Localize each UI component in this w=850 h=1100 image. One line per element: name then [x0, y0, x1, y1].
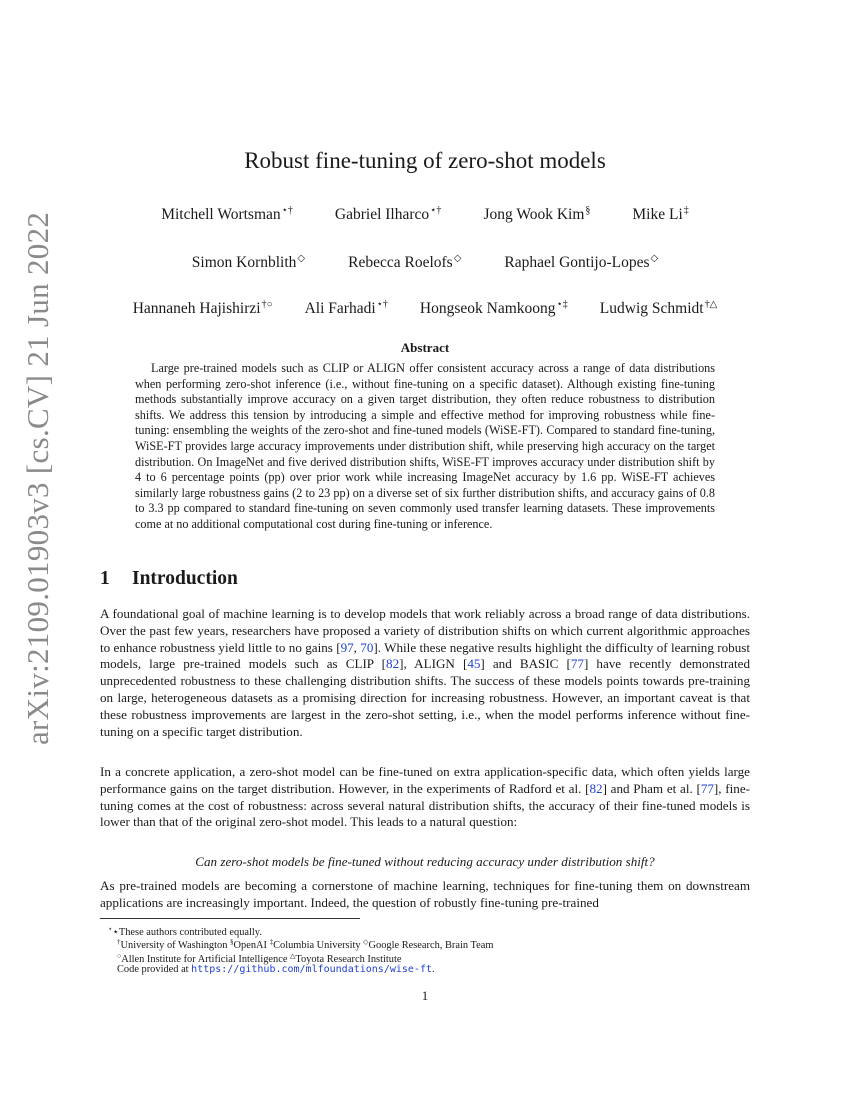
- research-question: Can zero-shot models be fine-tuned without reducing accuracy under distribution shift?: [195, 854, 655, 869]
- section-title: Introduction: [132, 568, 238, 589]
- author: Hongseok Namkoong⋆‡: [419, 299, 568, 317]
- paragraph: In a concrete application, a zero-shot model can be fine-tuned on extra application-specific data, which often yields large performance gains on the target distribution. However, in the experiments of Radford et al. [82] and Pham et al. [77], fine-tuning comes at the cost of robustness: across several natural distribution shifts, the accuracy of their fine-tuned models is lower than that of the original zero-shot model. This leads to a natural question:: [100, 764, 750, 830]
- paper-title: Robust fine-tuning of zero-shot models: [244, 148, 606, 173]
- author: Mitchell Wortsman⋆†: [161, 205, 293, 223]
- citation-link[interactable]: 45: [467, 656, 481, 672]
- author: Gabriel Ilharco⋆†: [334, 205, 442, 223]
- abstract-heading: Abstract: [400, 340, 450, 355]
- paragraph: A foundational goal of machine learning is to develop models that work reliably across a broad range of data distributions. Over the past few years, researchers have proposed a variety of distribution shifts on which current algorithmic approaches to enhance robustness yield little to no gains [97, 70]. While these negative results highlight the difficulty of learning robust models, large pre-trained models such as CLIP [82], ALIGN [45] and BASIC [77] have recently demonstrated unprecedented robustness to these challenging distribution shifts. The success of these models points towards pre-training on large, heterogeneous datasets as a promising direction for increasing robustness. However, an important caveat is that these robustness improvements are largest in the zero-shot setting, i.e., when the model performs inference without fine-tuning on a specific target distribution.: [100, 606, 750, 739]
- author: Ali Farhadi⋆†: [304, 299, 388, 317]
- author: Ludwig Schmidt†△: [599, 299, 718, 317]
- citation-link[interactable]: 77: [570, 656, 584, 672]
- author: Simon Kornblith◇: [191, 253, 306, 271]
- citation-link[interactable]: 70: [360, 639, 374, 655]
- citation-link[interactable]: 97: [340, 639, 354, 655]
- abstract-text: Large pre-trained models such as CLIP or ALIGN offer consistent accuracy across a range of data distributions when performing zero-shot inference (i.e., without fine-tuning on a specific dataset). Although existing fine-tuning methods substantially improve accuracy on a given target distribution, they often reduce robustness to distribution shifts. We address this tension by introducing a simple and effective method for improving robustness while fine-tuning: ensembling the weights of the zero-shot and fine-tuned models (WiSE-FT). Compared to standard fine-tuning, WiSE-FT provides large accuracy improvements under distribution shift, while preserving high accuracy on the target distribution. On ImageNet and five derived distribution shifts, WiSE-FT improves accuracy under distribution shift by 4 to 6 percentage points (pp) over prior work while increasing ImageNet accuracy by 1.6 pp. WiSE-FT achieves similarly large robustness gains (2 to 23 pp) on a diverse set of six further distribution shifts, and accuracy gains of 0.8 to 3.3 pp compared to standard fine-tuning on seven commonly used transfer learning datasets. These improvements come at no additional computational cost during fine-tuning or inference.: [135, 361, 715, 531]
- author: Jong Wook Kim§: [483, 205, 591, 223]
- arxiv-identifier-stamp: arXiv:2109.01903v3 [cs.CV] 21 Jun 2022: [20, 211, 55, 745]
- section-heading: [100, 568, 238, 590]
- author-row-1: [0, 205, 850, 224]
- code-repository-link[interactable]: https://github.com/mlfoundations/wise-ft: [191, 964, 432, 975]
- footnote-affiliations: ○Allen Institute for Artificial Intelligence △Toyota Research Institute: [117, 952, 402, 965]
- author-row-2: [0, 253, 850, 272]
- paragraph: As pre-trained models are becoming a cornerstone of machine learning, techniques for fine-tuning them on downstream applications are increasingly important. Indeed, the question of robustly fine-tuning pre-trained: [100, 878, 750, 910]
- author: Hannaneh Hajishirzi†○: [132, 299, 273, 317]
- author-row-3: [0, 299, 850, 318]
- footnote-affiliations: †University of Washington §OpenAI ‡Columbia University ◇Google Research, Brain Team: [117, 938, 494, 951]
- footnote-divider: [100, 918, 360, 919]
- citation-link[interactable]: 82: [589, 780, 603, 796]
- author: Rebecca Roelofs◇: [348, 253, 462, 271]
- footnote-equal-contribution: ⋆⋆These authors contributed equally.: [108, 925, 262, 938]
- author: Raphael Gontijo-Lopes◇: [504, 253, 659, 271]
- footnote-code: Code provided at https://github.com/mlfoundations/wise-ft.: [117, 964, 435, 975]
- citation-link[interactable]: 77: [700, 780, 714, 796]
- author: Mike Li‡: [632, 205, 689, 223]
- section-number: 1: [100, 568, 110, 589]
- page-number: 1: [421, 988, 429, 1003]
- citation-link[interactable]: 82: [386, 656, 400, 672]
